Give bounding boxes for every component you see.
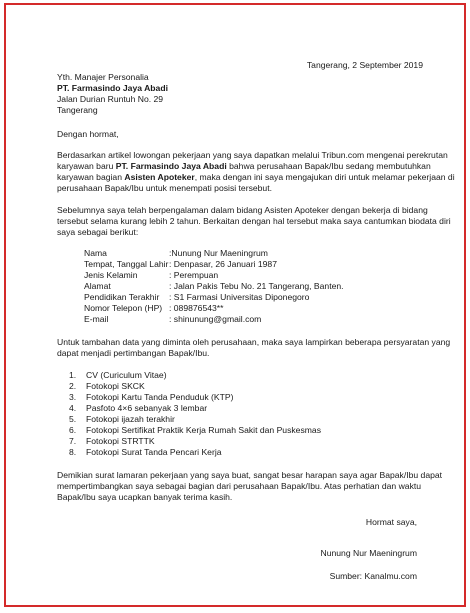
company-name-bold: PT. Farmasindo Jaya Abadi	[115, 161, 227, 171]
bio-label: Alamat	[84, 281, 111, 291]
text-run: bahwa perusahaan Bapak/Ibu sedang membutuhkan	[226, 161, 431, 171]
paragraph-line: Untuk tambahan data yang diminta oleh perusahaan, maka saya lampirkan beberapa persyaratan yang	[57, 337, 451, 347]
bio-value: : Perempuan	[169, 270, 219, 280]
list-text: Fotokopi Sertifikat Praktik Kerja Rumah Sakit dan Puskesmas	[86, 425, 321, 435]
letter-date: Tangerang, 2 September 2019	[306, 60, 423, 70]
bio-label: Nomor Telepon (HP)	[84, 303, 163, 313]
paragraph-line: dapat menjadi pertimbangan Bapak/Ibu.	[57, 348, 210, 358]
list-number: 3.	[69, 392, 77, 402]
recipient-company: PT. Farmasindo Jaya Abadi	[57, 83, 168, 93]
list-number: 7.	[69, 436, 77, 446]
list-number: 4.	[69, 403, 77, 413]
bio-value: : 089876543**	[169, 303, 224, 313]
recipient-street: Jalan Durian Runtuh No. 29	[57, 94, 164, 104]
list-number: 6.	[69, 425, 77, 435]
paragraph-line: saya sebagai berikut:	[57, 227, 139, 237]
paragraph-line: Demikian surat lamaran pekerjaan yang saya buat, sangat besar harapan saya agar Bapak/Ibu dapat	[57, 470, 443, 480]
paragraph-line: Berdasarkan artikel lowongan pekerjaan yang saya dapatkan melalui Tribun.com mengenai perekrutan	[57, 150, 448, 160]
paragraph-line: Sebelumnya saya telah berpengalaman dalam bidang Asisten Apoteker dengan bekerja di bidang	[57, 205, 428, 215]
bio-value: : Jalan Pakis Tebu No. 21 Tangerang, Banten.	[169, 281, 344, 291]
list-text: Fotokopi Kartu Tanda Penduduk (KTP)	[86, 392, 234, 402]
paragraph-line: tersebut selama kurang lebih 2 tahun. Berkaitan dengan hal tersebut maka saya cantumkan biodata diri	[57, 216, 451, 226]
recipient-city: Tangerang	[57, 105, 98, 115]
list-number: 2.	[69, 381, 77, 391]
paragraph-line	[57, 172, 455, 183]
list-text: CV (Curiculum Vitae)	[86, 370, 167, 380]
bio-value: : shinunung@gmail.com	[169, 314, 262, 324]
position-name-bold: Asisten Apoteker	[124, 172, 195, 182]
bio-label: Tempat, Tanggal Lahir	[84, 259, 169, 269]
source-credit: Sumber: Kanalmu.com	[329, 571, 417, 581]
text-run: , maka dengan ini saya mengajukan diri untuk melamar pekerjaan di	[194, 172, 455, 182]
list-number: 8.	[69, 447, 77, 457]
paragraph-line: mempertimbangkan saya sebagai bagian dari perusahaan Bapak/Ibu. Atas perhatian dan waktu	[57, 481, 422, 491]
signer-name: Nunung Nur Maeningrum	[320, 548, 417, 558]
text-run: karyawan baru	[57, 161, 116, 171]
list-text: Pasfoto 4×6 sebanyak 3 lembar	[86, 403, 208, 413]
paragraph-line: Bapak/Ibu saya ucapkan banyak terima kasih.	[57, 492, 233, 502]
list-text: Fotokopi ijazah terakhir	[86, 414, 175, 424]
bio-value: : S1 Farmasi Universitas Diponegoro	[169, 292, 310, 302]
list-number: 5.	[69, 414, 77, 424]
bio-value: : Denpasar, 26 Januari 1987	[169, 259, 277, 269]
paragraph-line: perusahaan Bapak/Ibu untuk menempati posisi tersebut.	[57, 183, 272, 193]
paragraph-line	[57, 161, 431, 172]
text-run: karyawan bagian	[57, 172, 125, 182]
bio-label: Nama	[84, 248, 107, 258]
recipient-title: Yth. Manajer Personalia	[57, 72, 149, 82]
bio-label: E-mail	[84, 314, 109, 324]
closing-phrase: Hormat saya,	[365, 517, 417, 527]
bio-value: :Nunung Nur Maeningrum	[169, 248, 268, 258]
salutation: Dengan hormat,	[57, 129, 119, 139]
bio-label: Pendidikan Terakhir	[84, 292, 160, 302]
list-number: 1.	[69, 370, 77, 380]
bio-label: Jenis Kelamin	[84, 270, 138, 280]
list-text: Fotokopi Surat Tanda Pencari Kerja	[86, 447, 222, 457]
list-text: Fotokopi SKCK	[86, 381, 145, 391]
list-text: Fotokopi STRTTK	[86, 436, 155, 446]
letter-page	[4, 3, 466, 607]
